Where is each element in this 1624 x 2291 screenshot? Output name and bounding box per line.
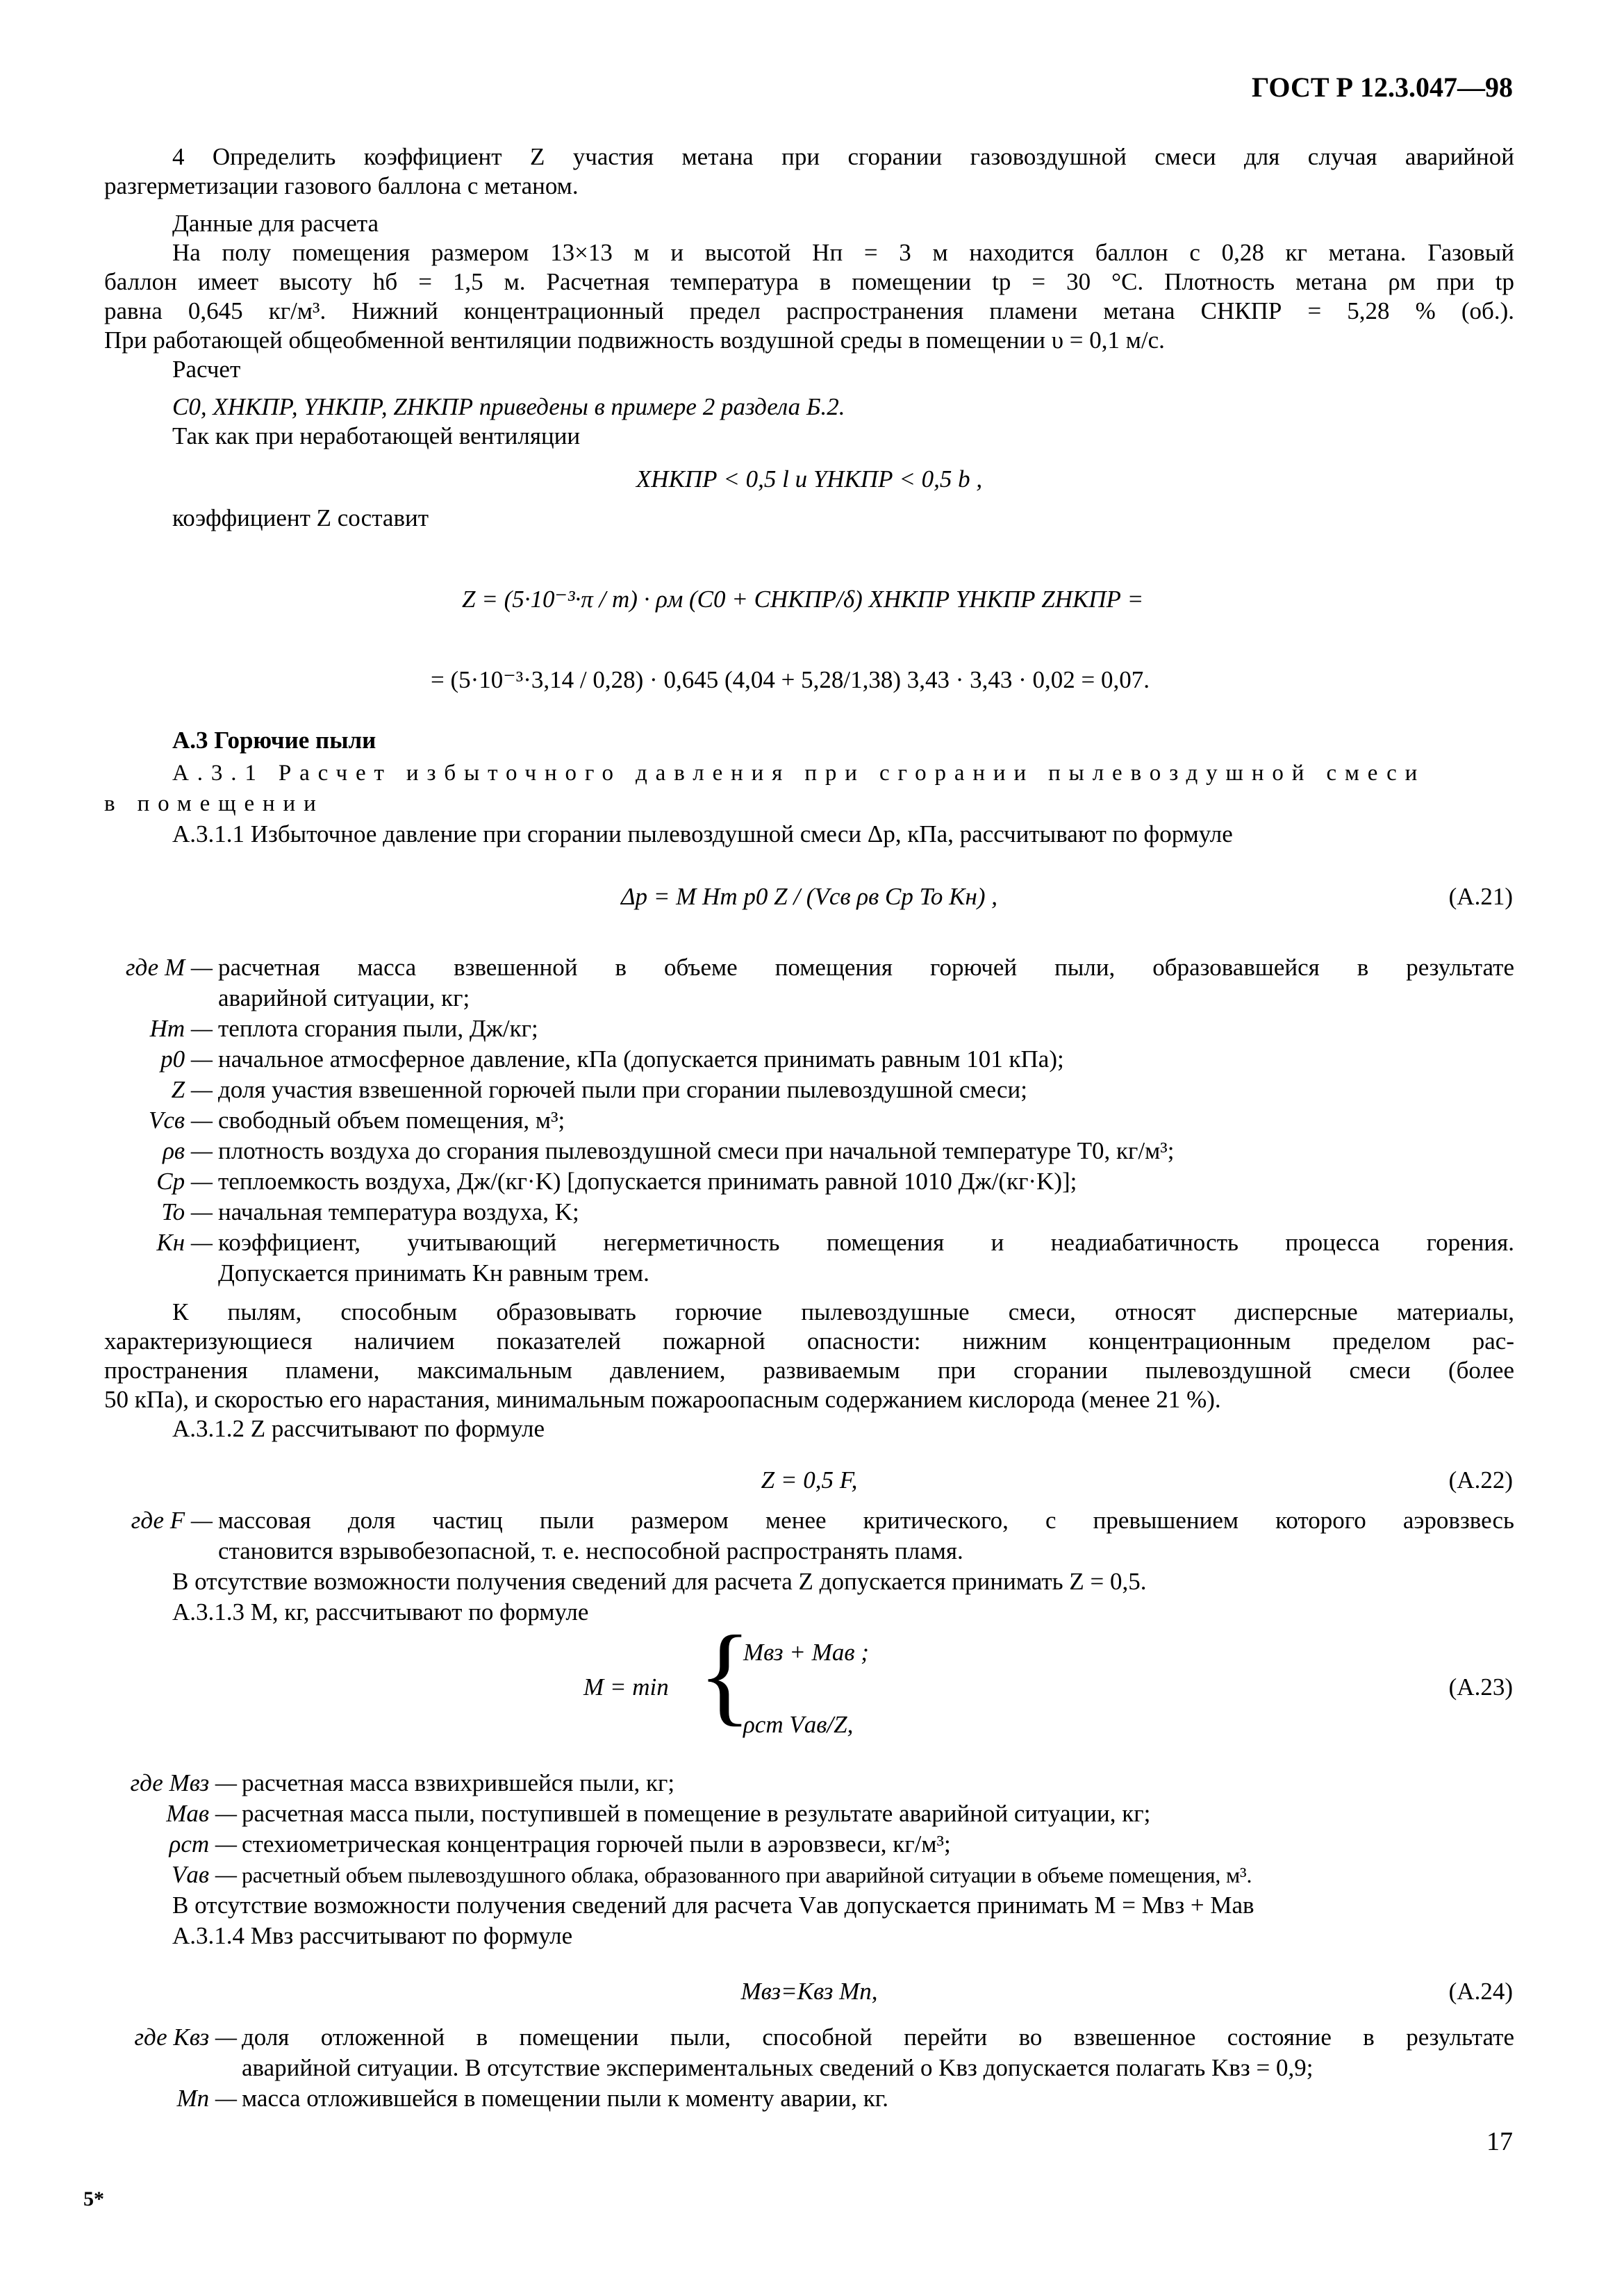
definition-text: расчетная масса взвешенной в объеме помещения горючей пыли, образовавшейся в результате <box>218 954 1514 981</box>
formula-a24-number: (А.24) <box>1448 1978 1513 2005</box>
dust-line-2: характеризующиеся наличием показателей пожарной опасности: нижним концентрационным пределом рас- <box>104 1328 1514 1355</box>
data-line-3: равна 0,645 кг/м³. Нижний концентрационный предел распространения пламени метана CНКПР = 5,28 % (об.). <box>104 297 1514 324</box>
example-4-line-2: разгерметизации газового баллона с метаном. <box>104 172 579 199</box>
a22-note: В отсутствие возможности получения сведений для расчета Z допускается принимать Z = 0,5. <box>172 1568 1147 1595</box>
formula-a23-brace: { <box>698 1612 752 1736</box>
a22-definition-symbol: где F — <box>131 1507 213 1534</box>
definition-text: расчетный объем пылевоздушного облака, образованного при аварийной ситуации в объеме помещения, м³. <box>242 1862 1252 1887</box>
definition-symbol: Hт — <box>149 1015 213 1042</box>
formula-a21-number: (А.21) <box>1448 883 1513 910</box>
data-line-2: баллон имеет высоту hб = 1,5 м. Расчетная температура в помещении tр = 30 °С. Плотность метана ρм при tр <box>104 268 1514 295</box>
z-formula-line-2: = (5·10⁻³·3,14 / 0,28) · 0,645 (4,04 + 5,28/1,38) 3,43 · 3,43 · 0,02 = 0,07. <box>431 666 1150 693</box>
definition-symbol: ρв — <box>163 1137 213 1164</box>
definition-symbol: Kн — <box>156 1229 213 1256</box>
definition-text: аварийной ситуации, кг; <box>218 984 470 1011</box>
dust-line-4: 50 кПа), и скоростью его нарастания, минимальным пожароопасным содержанием кислорода (менее 21 %). <box>104 1386 1221 1413</box>
calc-line-3: коэффициент Z составит <box>172 504 429 531</box>
definition-text: коэффициент, учитывающий негерметичность помещения и неадиабатичность процесса горения. <box>218 1229 1514 1256</box>
page-header: ГОСТ Р 12.3.047—98 <box>1251 72 1513 103</box>
clause-a312: А.3.1.2 Z рассчитывают по формуле <box>172 1415 545 1442</box>
definition-symbol: To — <box>161 1198 213 1225</box>
definition-text: Допускается принимать Kн равным трем. <box>218 1259 649 1287</box>
data-line-1: На полу помещения размером 13×13 м и высотой Hп = 3 м находится баллон с 0,28 кг метана. Газовый <box>172 239 1514 266</box>
definition-symbol: p0 — <box>160 1045 213 1073</box>
definition-symbol: где Mвз — <box>130 1769 237 1796</box>
definition-text: теплота сгорания пыли, Дж/кг; <box>218 1015 538 1042</box>
definition-symbol: где Kвз — <box>134 2024 237 2051</box>
dust-line-3: пространения пламени, максимальным давлением, развиваемым при сгорании пылевоздушной смеси (более <box>104 1357 1514 1384</box>
dust-paragraph <box>104 1298 1514 1444</box>
definition-symbol: Vсв — <box>149 1107 213 1134</box>
definition-symbol: Mп — <box>176 2085 237 2112</box>
definition-text: доля отложенной в помещении пыли, способной перейти во взвешенное состояние в результате <box>242 2024 1514 2051</box>
definition-symbol: Z — <box>171 1076 213 1103</box>
definition-text: доля участия взвешенной горючей пыли при сгорании пылевоздушной смеси; <box>218 1076 1027 1103</box>
definition-text: стехиометрическая концентрация горючей пыли в аэровзвеси, кг/м³; <box>242 1830 951 1858</box>
definition-text: теплоемкость воздуха, Дж/(кг·K) [допускается принимать равной 1010 Дж/(кг·K)]; <box>218 1168 1077 1195</box>
a23-note: В отсутствие возможности получения сведений для расчета Vав допускается принимать M = Mвз + Mав <box>172 1892 1254 1919</box>
definition-symbol: Cp — <box>156 1168 213 1195</box>
formula-a23-number: (А.23) <box>1448 1673 1513 1701</box>
a22-definition-line-1: массовая доля частиц пыли размером менее критического, с превышением которого аэровзвесь <box>218 1507 1514 1534</box>
clause-a314: А.3.1.4 Mвз рассчитывают по формуле <box>172 1922 573 1949</box>
data-heading: Данные для расчета <box>172 210 379 237</box>
z-formula-line-1: Z = (5·10⁻³·π / m) · ρм (C0 + CНКПР/δ) XНКПР YНКПР ZНКПР = <box>462 586 1144 613</box>
section-title: А.3 Горючие пыли <box>172 727 376 754</box>
data-line-4: При работающей общеобменной вентиляции подвижность воздушной среды в помещении υ = 0,1 м/с. <box>104 326 1165 354</box>
definition-text: начальное атмосферное давление, кПа (допускается принимать равным 101 кПа); <box>218 1045 1064 1073</box>
definition-symbol: ρст — <box>169 1830 237 1858</box>
formula-a22: Z = 0,5 F, <box>761 1466 858 1494</box>
clause-a313: А.3.1.3 M, кг, рассчитывают по формуле <box>172 1598 589 1626</box>
calc-line-1: C0, XНКПР, YНКПР, ZНКПР приведены в примере 2 раздела Б.2. <box>172 393 845 420</box>
example-4-line-1: 4 Определить коэффициент Z участия метана при сгорании газовоздушной смеси для случая аварийной <box>172 143 1514 170</box>
calc-line-2: Так как при неработающей вентиляции <box>172 422 581 449</box>
definition-text: свободный объем помещения, м³; <box>218 1107 565 1134</box>
formula-a23-case-2: ρст Vав/Z, <box>743 1711 854 1738</box>
section-subtitle-1: А.3.1 Расчет избыточного давления при сгорании пылевоздушной смеси <box>172 761 1426 786</box>
page-number: 17 <box>1486 2127 1513 2156</box>
definition-symbol: Vав — <box>172 1861 237 1888</box>
dust-line-1: К пылям, способным образовывать горючие пылевоздушные смеси, относят дисперсные материалы, <box>172 1298 1514 1325</box>
section-subtitle-2: в помещении <box>104 791 324 816</box>
clause-a311: А.3.1.1 Избыточное давление при сгорании пылевоздушной смеси Δp, кПа, рассчитывают по формуле <box>172 820 1233 847</box>
formula-a23-case-1: Mвз + Mав ; <box>743 1639 869 1666</box>
definition-symbol: Mав — <box>166 1800 237 1827</box>
a22-definition-line-2: становится взрывобезопасной, т. е. неспособной распространять пламя. <box>218 1537 963 1564</box>
definition-symbol: где M — <box>125 954 213 981</box>
calc-heading: Расчет <box>172 356 241 383</box>
definition-text: расчетная масса пыли, поступившей в помещение в результате аварийной ситуации, кг; <box>242 1800 1151 1827</box>
definition-text: расчетная масса взвихрившейся пыли, кг; <box>242 1769 675 1796</box>
definition-text: масса отложившейся в помещении пыли к моменту аварии, кг. <box>242 2085 888 2112</box>
condition-formula: XНКПР < 0,5 l и YНКПР < 0,5 b , <box>636 465 983 493</box>
sheet-mark: 5* <box>83 2187 104 2210</box>
example-4-block <box>104 142 1514 533</box>
formula-a21: Δp = M Hт p0 Z / (Vсв ρв Cp To Kн) , <box>620 883 998 910</box>
definition-text: плотность воздуха до сгорания пылевоздушной смеси при начальной температуре T0, кг/м³; <box>218 1137 1175 1164</box>
definition-text: начальная температура воздуха, K; <box>218 1198 579 1225</box>
definition-text: аварийной ситуации. В отсутствие экспериментальных сведений о Kвз допускается полагать Kвз = 0,9; <box>242 2054 1314 2081</box>
formula-a23-lhs: M = min <box>583 1673 669 1701</box>
formula-a22-number: (А.22) <box>1448 1466 1513 1494</box>
formula-a24: Mвз=Kвз Mп, <box>740 1978 878 2005</box>
